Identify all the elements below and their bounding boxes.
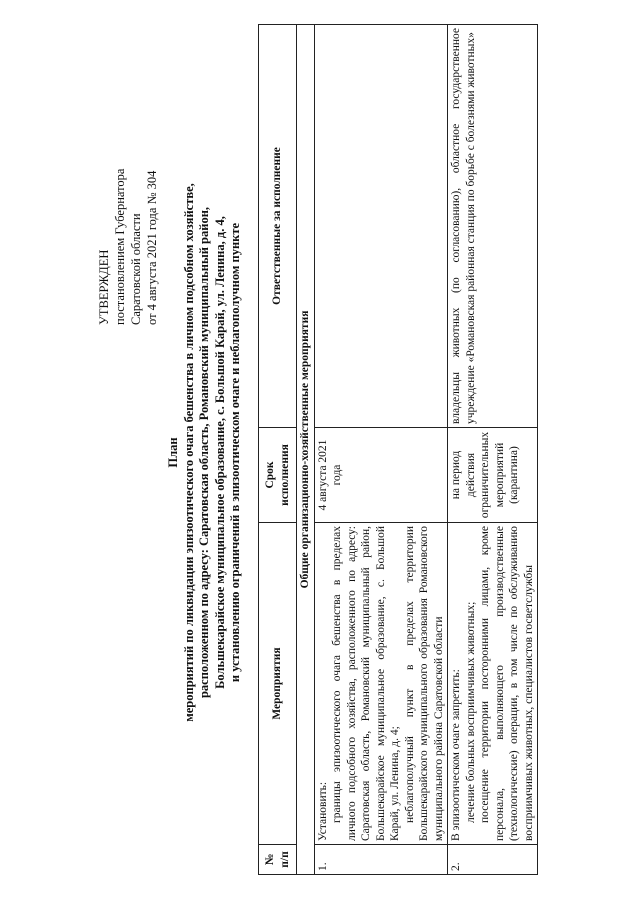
row-responsible [314, 25, 448, 428]
row-activity [448, 523, 538, 845]
approval-line-1: УТВЕРЖДЕН [97, 249, 111, 325]
row-responsible: владельцы животных (по согласованию), областное государственное учреждение «Романовская районная станция по борьбе с болезнями животных» [448, 25, 538, 428]
activity-paragraph: посещение территории посторонними лицами, кроме персонала, выполняющего производственные (технологические) операции, в том числе по обслуживанию восприимчивых животных, специалистов госветслужбы [479, 526, 535, 841]
activity-head: В эпизоотическом очаге запретить: [450, 669, 462, 841]
activity-paragraph: неблагополучный пункт в пределах территории Большекарайского муниципального образования Романовского муниципального района Саратовской области [403, 526, 445, 841]
header-term: Срок исполнения [259, 428, 297, 523]
section-row [297, 25, 315, 875]
approval-line-3: Саратовской области [129, 213, 143, 325]
activity-paragraph: лечение больных восприимчивых животных; [464, 601, 477, 823]
section-title: Общие организационно-хозяйственные мероприятия [297, 25, 315, 875]
plan-title-line-2: расположенном по адресу: Саратовская область, Романовский муниципальный район, [197, 206, 211, 699]
table-row [314, 25, 448, 875]
row-term: на период действия ограничительных мероприятий (карантина) [448, 428, 538, 523]
approval-stamp [96, 95, 160, 325]
activity-head: Установить: [316, 781, 329, 841]
plan-title-line-1: мероприятий по ликвидации эпизоотического очага бешенства в личном подсобном хозяйстве, [181, 183, 196, 722]
header-responsible: Ответственные за исполнение [259, 25, 297, 428]
plan-title-line-4: и установлению ограничений в эпизоотическом очаге и неблагополучном пункте [228, 222, 242, 683]
table-row [448, 25, 538, 875]
plan-title [166, 0, 244, 905]
approval-line-2: постановлением Губернатора [113, 168, 127, 325]
approval-line-4: от 4 августа 2021 года № 304 [145, 170, 159, 325]
plan-title-line-3: Большекарайское муниципальное образование, с. Большой Карай, ул. Ленина, д. 4, [212, 216, 227, 689]
header-activity: Мероприятия [259, 523, 297, 845]
activity-paragraph: границы эпизоотического очага бешенства в пределах личного подсобного хозяйства, расположенного по адресу: Саратовская область, Романовский муниципальный район, Большекарайское муниципальное образование, с. Большой Карай, ул. Ленина, д. 4; [331, 526, 401, 841]
row-activity [314, 523, 448, 845]
row-term: 4 августа 2021 года [314, 428, 448, 523]
header-num: № п/п [259, 845, 297, 875]
plan-table [258, 24, 538, 875]
plan-heading: План [166, 437, 180, 468]
row-num: 2. [448, 845, 538, 875]
row-num: 1. [314, 845, 448, 875]
table-header-row [259, 25, 297, 875]
